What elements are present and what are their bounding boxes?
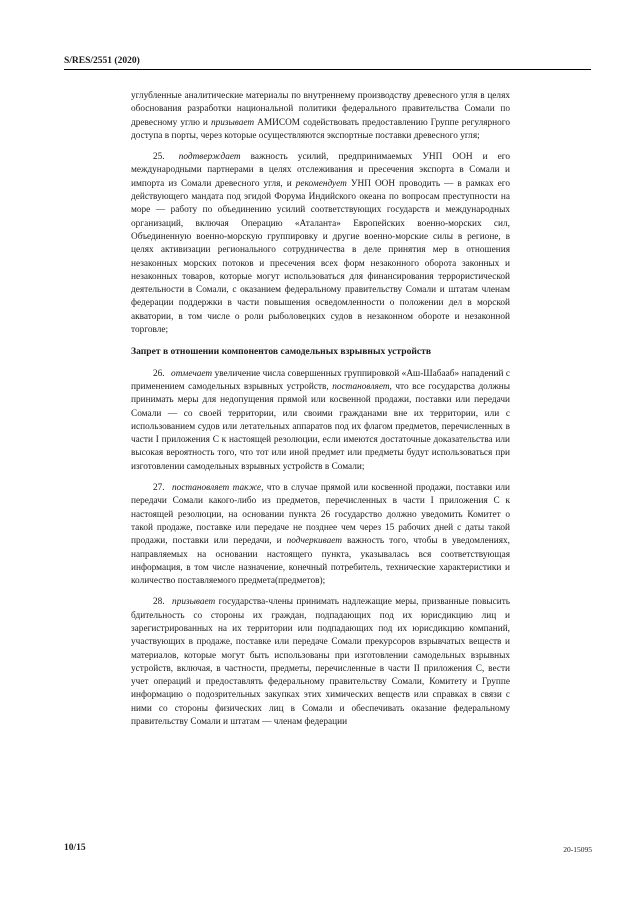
paragraph-text: государства-члены принимать надлежащие меры, призванные повысить бдительность со стороны их граждан, подпадающих под их юрисдикцию лиц и зарегистрированных на их территории или подпадающих под их юрисдикцию компаний, участвующих в продаже, поставке или передаче Сомали прекурсоров взрывчатых веществ и материалов, которые могут быть использованы при изготовлении самодельных взрывных устройств, включая, в частности, предметы, перечисленные в части II приложения C, вести учет операций и предоставлять федеральному правительству Сомали, Комитету и Группе информацию о подозрительных закупках этих химических веществ или справках в связи с ними со стороны физических лиц в Сомали и обеспечивать оказание федеральному правительству Сомали и штатам — членам федерации	[131, 597, 510, 728]
paragraph-text: увеличение числа совершенных группировкой «Аш-Шабааб» нападений с применением самодельных взрывных устройств,	[131, 368, 510, 392]
document-number: 20-15095	[563, 845, 592, 854]
page-number: 10/15	[64, 843, 86, 853]
paragraph-number: 25.	[153, 152, 165, 163]
document-code: S/RES/2551 (2020)	[64, 56, 140, 66]
operative-verb: отмечает	[171, 368, 213, 379]
header-divider	[64, 69, 591, 70]
paragraph-text: , что все государства должны принимать меры для недопущения прямой или косвенной продажи, поставки или передачи Сомали — со своей территории, или своими гражданами вне их территории, или с использованием судов или летательных аппаратов под их флагом предметов, перечисленных в части I приложения C к настоящей резолюции, если имеются достаточные доказательства или высокая вероятность того, что тот или иной предмет или предметы будут использоваться при изготовлении самодельных взрывных устройств в Сомали;	[131, 381, 510, 472]
operative-verb: постановляет	[332, 381, 390, 392]
operative-verb: призывает	[210, 117, 255, 128]
paragraph-27	[131, 482, 510, 588]
section-heading: Запрет в отношении компонентов самодельных взрывных устройств	[131, 346, 432, 358]
paragraph-number: 26.	[153, 368, 165, 379]
operative-verb: подтверждает	[178, 152, 241, 163]
paragraph-text: УНП ООН проводить — в рамках его действующего мандата под эгидой Форума Индийского океана по вопросам преступности на море — работу по объединению усилий соответствующих государств и международных организаций, включая Операцию «Аталанта» Европейских военно-морских сил, Объединенную военно-морскую группировку и другие военно-морские силы в регионе, в целях активизации регионального сотрудничества в деле принятия мер в отношения незаконных морских потоков и пресечения всех форм незаконного оборота законных и незаконных товаров, которые могут использоваться для финансирования террористической деятельности в Сомали, с оказанием федеральному правительству Сомали и штатам членам федерации поддержки в части повышения осведомленности о положении дел в морской акватории, в том числе о роли рыболовецких судов в незаконном обороте и незаконной торговле;	[131, 178, 510, 336]
paragraph-text: важность усилий, предпринимаемых УНП ООН и его международными партнерами в целях отслеживания и пресечения экспорта в Сомали и импорта из Сомали древесного угля, и	[131, 152, 510, 189]
paragraph-25	[131, 151, 510, 337]
paragraph-number: 28.	[153, 597, 165, 608]
paragraph-text: , что в случае прямой или косвенной продажи, поставки или передачи Сомали какого-либо из предметов, перечисленных в части I приложения C к настоящей резолюции, на основании пункта 26 государство должно уведомить Комитет о такой продаже, поставке или передаче не позднее чем через 15 рабочих дней с даты такой продажи, поставки или передачи, и	[131, 483, 511, 547]
paragraph-text: важность того, чтобы в уведомлениях, направляемых на основании настоящего пункта, указывалась вся соответствующая информация, в том числе назначение, конечный потребитель, технические характеристики и количество поставляемого предмета(предметов);	[131, 536, 510, 587]
document-body	[131, 90, 510, 737]
operative-verb: подчеркивает	[286, 536, 343, 547]
operative-verb: рекомендует	[295, 178, 347, 189]
operative-verb: призывает	[172, 597, 216, 608]
paragraph-24-continuation	[131, 90, 510, 143]
paragraph-28	[131, 596, 510, 729]
operative-verb: постановляет также	[171, 483, 262, 494]
paragraph-text: АМИСОМ содействовать предоставлению Группе регулярного доступа в порты, через которые осуществляются экспортные поставки древесного угля;	[131, 117, 510, 141]
paragraph-number: 27.	[153, 483, 165, 494]
paragraph-26	[131, 368, 510, 474]
paragraph-text: углубленные аналитические материалы по внутреннему производству древесного угля в целях обоснования разработки национальной политики федерального правительства Сомали по древесному углю и	[131, 91, 510, 128]
